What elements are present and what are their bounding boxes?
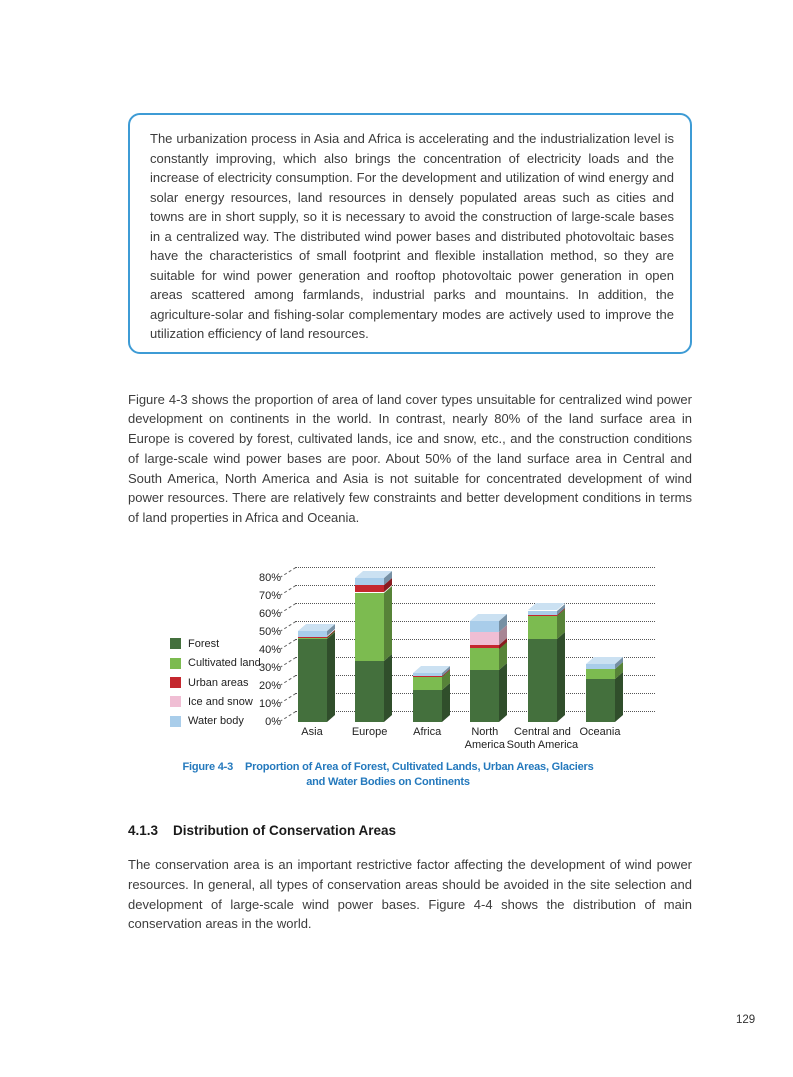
axis-leader-line: [279, 675, 296, 686]
bar-segment-water-body: [528, 611, 557, 615]
bar-segment-forest: [413, 690, 442, 722]
legend-swatch-urban-areas: [170, 677, 181, 688]
bar-segment-cultivated-land: [528, 616, 557, 639]
bar-segment-water-body: [355, 578, 384, 585]
legend-item-ice-and-snow: [170, 692, 261, 711]
callout-box: [128, 113, 692, 354]
gridline-70%: [295, 585, 655, 586]
bar-segment-water-body: [298, 631, 327, 636]
y-axis-tick-0%: 0%: [265, 716, 281, 729]
x-axis-label-line: Europe: [351, 726, 388, 739]
axis-leader-line: [279, 603, 296, 614]
paragraph-conservation: The conservation area is an important restrictive factor affecting the development of wind power resources. In general, all types of conservation areas should be avoided in the site selection and development of large-scale wind power bases. Figure 4-4 shows the distribution of main conservation areas in the world.: [128, 857, 692, 932]
figure-caption-line1: Proportion of Area of Forest, Cultivated Lands, Urban Areas, Glaciers: [245, 761, 594, 774]
gridline-80%: [295, 567, 655, 568]
bar-segment-forest: [470, 670, 499, 722]
bar-segment-side-forest: [384, 654, 392, 722]
axis-leader-line: [279, 657, 296, 668]
figure-caption: [128, 760, 648, 790]
bar-segment-cultivated-land: [586, 669, 615, 679]
legend-swatch-cultivated-land: [170, 658, 181, 669]
x-axis-label-line: Africa: [413, 726, 442, 739]
x-axis-label-line: Asia: [301, 726, 323, 739]
bar-segment-forest: [355, 661, 384, 722]
legend-item-cultivated-land: [170, 653, 261, 672]
y-axis-tick-70%: 70%: [258, 590, 281, 603]
bar-segment-water-body: [586, 664, 615, 669]
y-axis-tick-40%: 40%: [258, 644, 281, 657]
section-number: 4.1.3: [128, 823, 159, 839]
axis-leader-line: [279, 711, 296, 722]
legend-item-water-body: [170, 712, 261, 731]
bar-segment-side-forest: [615, 672, 623, 722]
paragraph-figure-intro: Figure 4-3 shows the proportion of area of land cover types unsuitable for centralized wind power development on continents in the world. In contrast, nearly 80% of the land surface area in Europe is covered by forest, cultivated lands, ice and snow, etc., and the construction conditions of large-scale wind power bases are poor. About 50% of the land surface area in Central and South America, North America and Asia is not suitable for concentrated development of wind power resources. There are relatively few constraints and better development conditions in terms of land properties in Africa and Oceania.: [128, 391, 692, 526]
bar-segment-ice-and-snow: [470, 632, 499, 645]
figure-caption-label: Figure 4-3: [182, 761, 234, 774]
legend-item-urban-areas: [170, 673, 261, 692]
x-axis-label-line: South America: [506, 739, 579, 752]
bar-segment-urban-areas: [355, 585, 384, 592]
legend-item-forest: [170, 634, 261, 653]
legend-label: Cultivated land: [188, 657, 261, 670]
legend-label: Urban areas: [188, 676, 249, 689]
legend-swatch-water-body: [170, 716, 181, 727]
axis-leader-line: [279, 567, 296, 578]
figure-caption-line2: and Water Bodies on Continents: [306, 776, 470, 789]
bar-segment-side-forest: [499, 663, 507, 722]
bar-central-and-south-america: [528, 721, 565, 722]
bar-segment-urban-areas: [298, 637, 327, 638]
bar-africa: [413, 721, 450, 722]
y-axis-tick-60%: 60%: [258, 608, 281, 621]
axis-leader-line: [279, 639, 296, 650]
bar-segment-side-forest: [557, 632, 565, 722]
section-heading: [128, 823, 692, 838]
x-axis-label-line: North: [471, 726, 499, 739]
bar-segment-urban-areas: [413, 676, 442, 677]
bar-segment-side-forest: [327, 632, 335, 722]
bar-segment-forest: [528, 639, 557, 722]
bar-segment-urban-areas: [528, 615, 557, 616]
legend-label: Ice and snow: [188, 695, 253, 708]
x-axis-label-oceania: [552, 726, 648, 739]
bar-segment-water-body: [413, 673, 442, 676]
axis-leader-line: [279, 621, 296, 632]
legend-swatch-ice-and-snow: [170, 696, 181, 707]
chart-x-axis-labels: [255, 724, 655, 754]
bar-oceania: [586, 721, 623, 722]
gridline-60%: [295, 603, 655, 604]
chart-plot: [255, 556, 655, 729]
x-axis-label-line: America: [464, 739, 505, 752]
bar-asia: [298, 721, 335, 722]
bar-segment-cultivated-land: [298, 637, 327, 639]
bar-segment-cultivated-land: [470, 648, 499, 670]
y-axis-tick-10%: 10%: [258, 698, 281, 711]
bar-segment-urban-areas: [470, 645, 499, 649]
bar-north-america: [470, 721, 507, 722]
bar-segment-water-body: [470, 621, 499, 632]
bar-segment-forest: [298, 639, 327, 722]
bar-segment-cultivated-land: [413, 677, 442, 690]
bar-europe: [355, 721, 392, 722]
y-axis-tick-50%: 50%: [258, 626, 281, 639]
axis-leader-line: [279, 693, 296, 704]
y-axis-tick-80%: 80%: [258, 572, 281, 585]
callout-text: The urbanization process in Asia and Africa is accelerating and the industrialization level is constantly improving, which also brings the concentration of electricity loads and the increase of electricity consumption. For the development and utilization of wind energy and solar energy resources, land resources in densely populated areas such as cities and towns are in short supply, so it is necessary to avoid the construction of large-scale bases in a centralized way. The distributed wind power bases and distributed photovoltaic bases have the characteristics of small footprint and flexible installation method, so they are suitable for wind power generation and rooftop photovoltaic power generation in open areas scattered among farmlands, industrial parks and mountains. In addition, the agriculture-solar and fishing-solar complementary modes are actively used to improve the utilization efficiency of land resources.: [150, 131, 674, 341]
page-number: 129: [736, 1014, 756, 1026]
figure-4-3: [128, 550, 692, 790]
axis-leader-line: [279, 585, 296, 596]
y-axis-tick-20%: 20%: [258, 680, 281, 693]
x-axis-label-line: Oceania: [579, 726, 621, 739]
bar-segment-cultivated-land: [355, 593, 384, 661]
section-title: Distribution of Conservation Areas: [173, 823, 397, 839]
legend-label: Forest: [188, 637, 220, 650]
land-cover-chart: [128, 550, 692, 756]
legend-swatch-forest: [170, 638, 181, 649]
bar-segment-side-cultivated-land: [384, 586, 392, 661]
x-axis-label-line: Central and: [513, 726, 571, 739]
y-axis-tick-30%: 30%: [258, 662, 281, 675]
chart-legend: [170, 634, 261, 731]
legend-label: Water body: [188, 715, 244, 728]
page-content: [128, 113, 692, 934]
bar-segment-forest: [586, 679, 615, 722]
